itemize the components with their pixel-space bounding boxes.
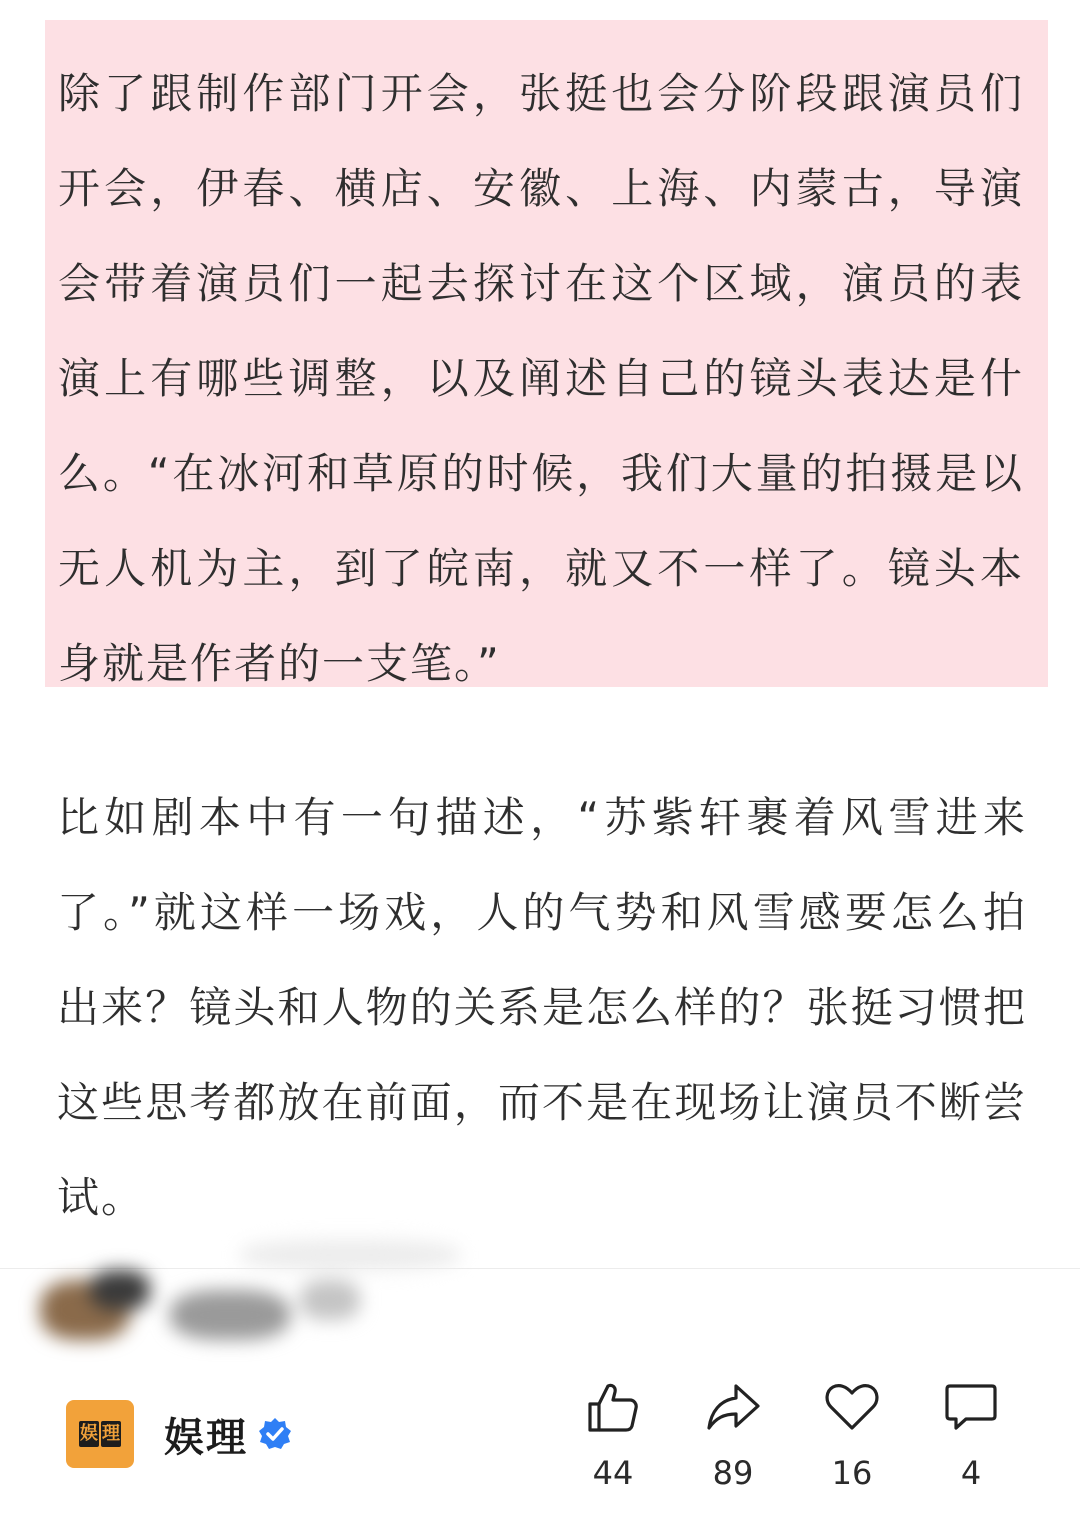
avatar-char: 娱	[79, 1421, 99, 1447]
share-button[interactable]	[688, 1378, 778, 1508]
author-name[interactable]: 娱理	[164, 1414, 248, 1461]
comment-count: 4	[960, 1454, 982, 1492]
heart-icon	[823, 1378, 881, 1436]
action-bar	[0, 1370, 1080, 1510]
like-button[interactable]	[568, 1378, 658, 1508]
share-count: 89	[712, 1454, 754, 1492]
avatar-char: 理	[101, 1421, 121, 1447]
comment-button[interactable]	[926, 1378, 1016, 1508]
comment-bubble-icon	[942, 1378, 1000, 1436]
quote-paragraph: 除了跟制作部门开会，张挺也会分阶段跟演员们开会，伊春、横店、安徽、上海、内蒙古，导演会带着演员们一起去探讨在这个区域，演员的表演上有哪些调整，以及阐述自己的镜头表达是什么。“在冰河和草原的时候，我们大量的拍摄是以无人机为主，到了皖南，就又不一样了。镜头本身就是作者的一支笔。”	[58, 69, 1024, 688]
favorite-button[interactable]	[807, 1378, 897, 1508]
highlighted-quote-block	[45, 20, 1048, 687]
thumbs-up-icon	[584, 1378, 642, 1436]
body-paragraph: 比如剧本中有一句描述，“苏紫轩裹着风雪进来了。”就这样一场戏，人的气势和风雪感要怎么拍出来？镜头和人物的关系是怎么样的？张挺习惯把这些思考都放在前面，而不是在现场让演员不断尝试。	[57, 793, 1027, 1222]
like-count: 44	[592, 1454, 634, 1492]
blurred-watermark	[30, 1240, 470, 1360]
favorite-count: 16	[831, 1454, 873, 1492]
post-footer	[0, 1370, 1080, 1510]
share-arrow-icon	[704, 1378, 762, 1436]
